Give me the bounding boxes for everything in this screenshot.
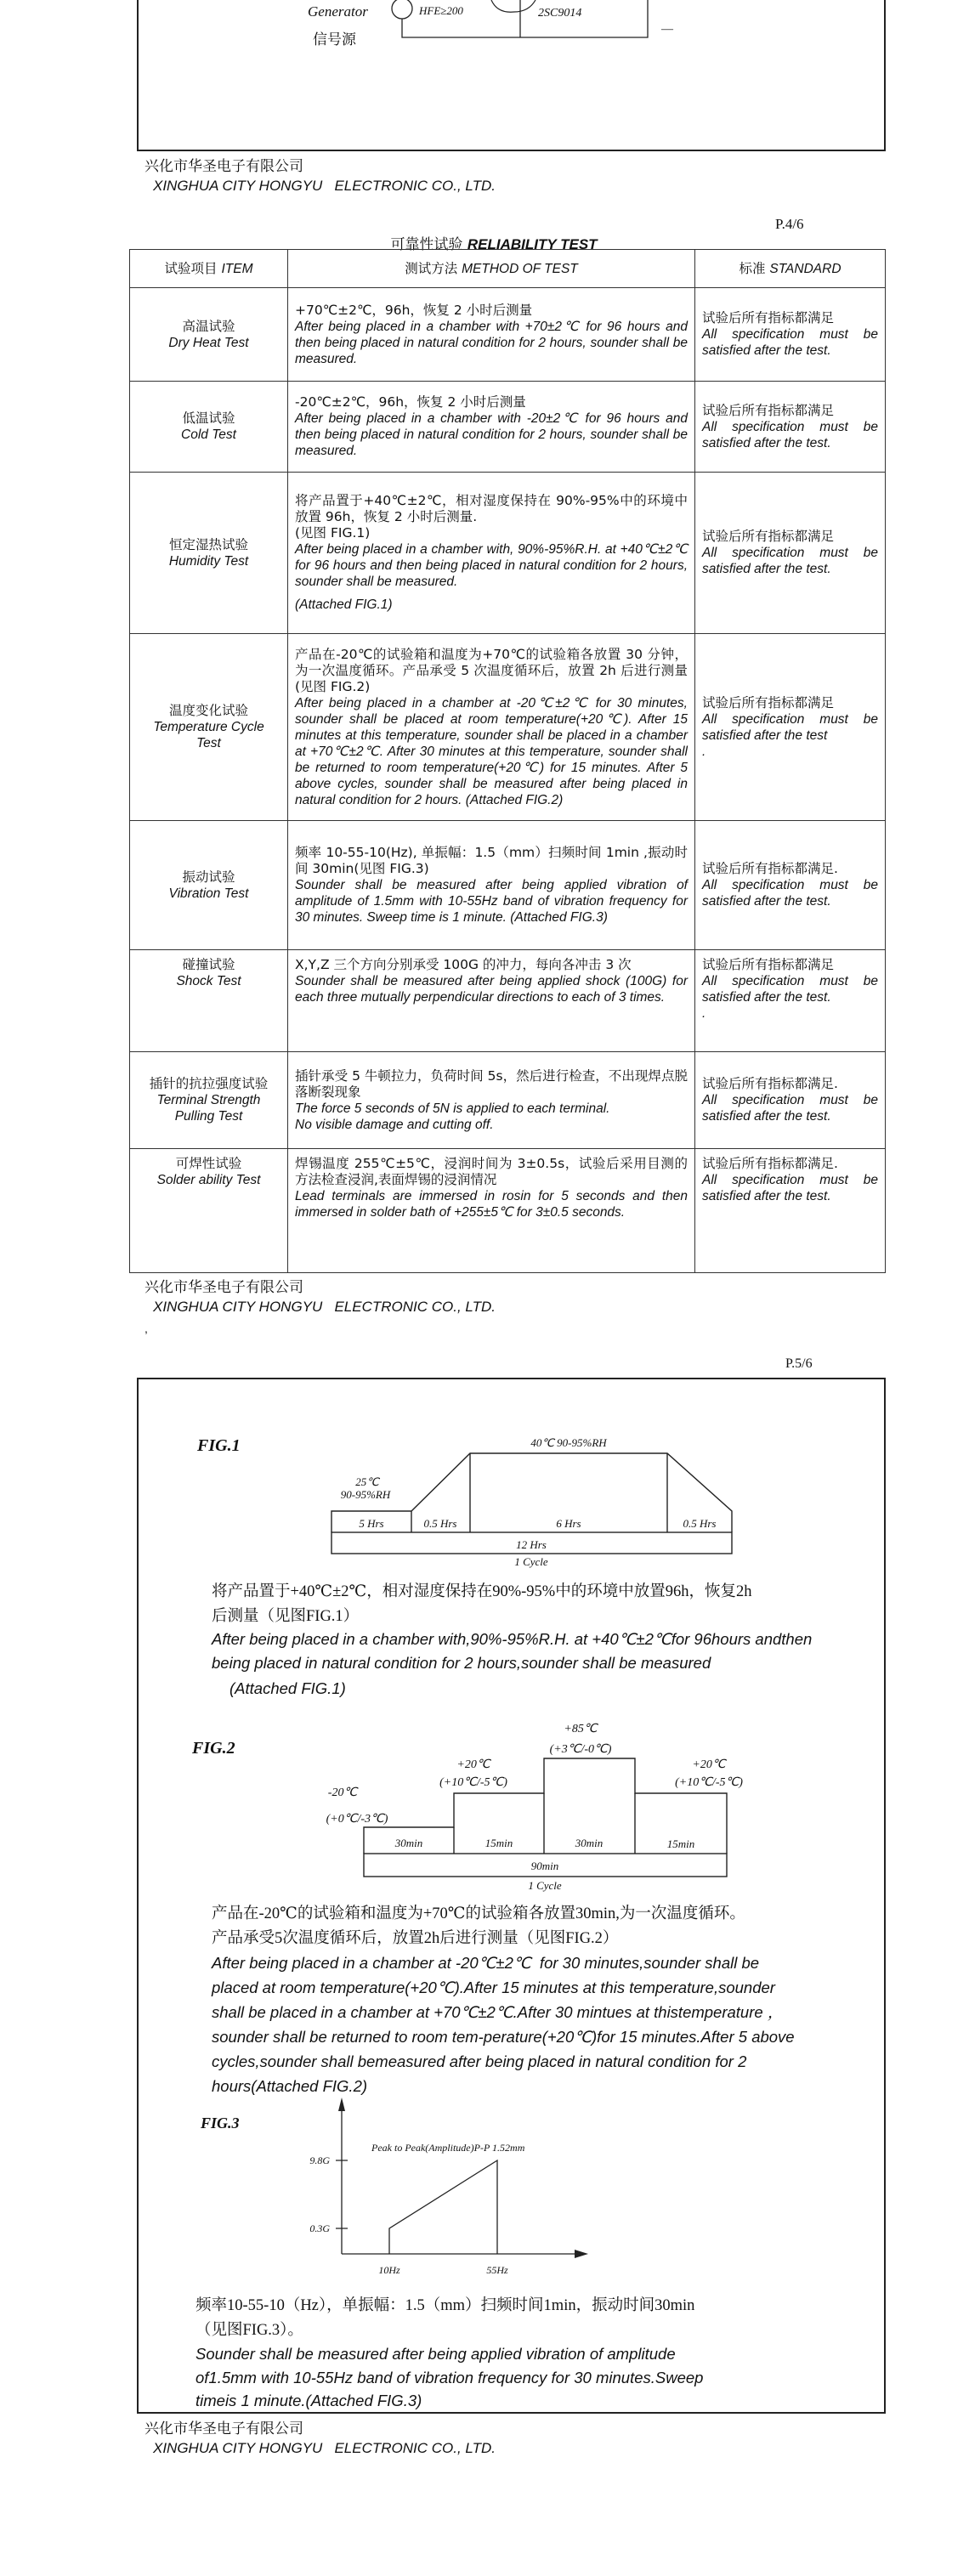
company-name-en: XINGHUA CITY HONGYU ELECTRONIC CO., LTD. xyxy=(153,2440,496,2456)
fig1-low-rh-label: 90-95%RH xyxy=(340,1488,391,1501)
fig1-cycle-label: 1 Cycle xyxy=(514,1555,548,1568)
fig2-time-label: 30min xyxy=(394,1837,423,1849)
hfe-label: HFE≥200 xyxy=(419,4,463,17)
header-item-cn: 试验项目 xyxy=(164,260,222,276)
fig2-text-line: After being placed in a chamber at -20℃±2℃ for 30 minutes,sounder shall be xyxy=(212,1954,760,1972)
company-name-cn: 兴化市华圣电子有限公司 xyxy=(144,1279,303,1296)
fig1-segment-label: 0.5 Hrs xyxy=(423,1517,457,1530)
fig3-x-tick-label: 55Hz xyxy=(486,2264,508,2276)
fig2-total-label: 90min xyxy=(530,1860,559,1872)
method-paragraph: After being placed in a chamber with +70±2℃ for 96 hours and then being placed in natural condition for 2 hours, sounder shall be measured. xyxy=(295,319,688,366)
method-paragraph: The force 5 seconds of 5N is applied to each terminal. xyxy=(295,1101,610,1116)
item-name-en: Dry Heat Test xyxy=(168,335,249,350)
company-name-cn: 兴化市华圣电子有限公司 xyxy=(144,158,303,175)
method-paragraph: 焊锡温度 255℃±5℃，浸润时间为 3±0.5s，试验后采用目测的方法检查浸润,表面焊锡的浸润情况 xyxy=(295,1156,688,1187)
method-paragraph: No visible damage and cutting off. xyxy=(295,1117,494,1132)
header-method-en: METHOD OF TEST xyxy=(462,261,578,276)
page-number: P.5/6 xyxy=(785,1356,813,1371)
method-paragraph: 产品在-20℃的试验箱和温度为+70℃的试验箱各放置 30 分钟，为一次温度循环。产品承受 5 次温度循环后，放置 2h 后进行测量(见图 FIG.2) xyxy=(295,646,688,694)
fig2-temp-label: -20℃ xyxy=(327,1786,358,1799)
fig1-segment-label: 5 Hrs xyxy=(359,1517,384,1530)
fig3-text-line: of1.5mm with 10-55Hz band of vibration frequency for 30 minutes.Sweep xyxy=(196,2369,704,2386)
fig2-time-label: 15min xyxy=(666,1837,695,1850)
method-paragraph: Lead terminals are immersed in rosin for 5 seconds and then immersed in solder bath of +255±5℃ for 3±0.5 seconds. xyxy=(295,1189,688,1220)
method-paragraph: After being placed in a chamber with, 90%-95%R.H. at +40℃±2℃ for 96 hours and then being placed in natural condition for 2 hours, sounder shall be measured. xyxy=(295,542,688,589)
fig2-dividers xyxy=(454,1793,635,1854)
fig3-text-line: 频率10-55-10（Hz），单振幅：1.5（mm）扫频时间1min，振动时间30min xyxy=(196,2297,695,2314)
fig3-y-tick-label: 9.8G xyxy=(309,2154,330,2166)
method-paragraph: After being placed in a chamber at -20℃±2℃ for 30 minutes, sounder shall be placed at room temperature(+20℃). After 15 minutes at this temperature, sounder shall be placed in a chamber at +70℃±2℃. After 30 minutes at this temperature, sounder shall be returned to room temperature(+20℃) for 15 minutes. After 5 above cycles, sounder shall be measured after being placed in natural condition for 2 hours. (Attached FIG.2) xyxy=(295,695,688,807)
fig3-x-tick-label: 10Hz xyxy=(378,2264,400,2276)
minus-terminal: — xyxy=(661,23,673,36)
header-standard-cn: 标准 xyxy=(739,260,770,276)
fig3-text-line: （见图FIG.3）。 xyxy=(196,2322,303,2339)
method-paragraph: +70℃±2℃，96h，恢复 2 小时后测量 xyxy=(295,302,533,318)
stray-mark: , xyxy=(144,1322,148,1335)
item-name-en: Cold Test xyxy=(181,427,236,442)
fig2-text-line: sounder shall be returned to room tem-perature(+20℃)for 15 minutes.After 5 above xyxy=(212,2028,795,2046)
standard-text: 试验后所有指标都满足 xyxy=(702,310,835,326)
fig3-text-line: timeis 1 minute.(Attached FIG.3) xyxy=(196,2392,422,2409)
fig3-vibration-profile xyxy=(336,2106,578,2254)
fig1-text-line: being placed in natural condition for 2 hours,sounder shall be measured xyxy=(212,1654,711,1672)
standard-text: . xyxy=(702,1006,706,1021)
standard-text: 试验后所有指标都满足. xyxy=(702,1076,838,1091)
method-paragraph: Sounder shall be measured after being applied shock (100G) for each three mutually perpendicular directions to each of 3 times. xyxy=(295,974,688,1005)
fig2-text-line: 产品在-20℃的试验箱和温度为+70℃的试验箱各放置30min,为一次温度循环。 xyxy=(212,1905,745,1922)
item-name-cn: 高温试验 xyxy=(182,318,235,334)
standard-text: 试验后所有指标都满足 xyxy=(702,402,835,418)
generator-label-cn: 信号源 xyxy=(313,31,356,48)
fig2-label: FIG.2 xyxy=(192,1739,235,1758)
fig2-temp-label: +20℃ xyxy=(456,1758,490,1771)
company-name-en: XINGHUA CITY HONGYU ELECTRONIC CO., LTD. xyxy=(153,178,496,194)
fig2-tol-label: (+10℃/-5℃) xyxy=(439,1776,507,1789)
method-paragraph: After being placed in a chamber with -20±2℃ for 96 hours and then being placed in natural condition for 2 hours, sounder shall be measured. xyxy=(295,411,688,458)
item-name-en: Temperature Cycle xyxy=(153,720,264,734)
item-name-cn: 振动试验 xyxy=(182,869,235,885)
method-paragraph: 插针承受 5 牛顿拉力，负荷时间 5s，然后进行检查，不出现焊点脱落断裂现象 xyxy=(295,1067,688,1100)
item-name-cn: 可焊性试验 xyxy=(175,1156,242,1171)
fig2-text-line: 产品承受5次温度循环后，放置2h后进行测量（见图FIG.2） xyxy=(212,1930,619,1947)
item-name-cn: 插针的抗拉强度试验 xyxy=(149,1076,269,1091)
item-name-en: Shock Test xyxy=(176,974,241,988)
standard-text: All specification must be satisfied after the test. xyxy=(702,1093,878,1124)
fig2-text-line: shall be placed in a chamber at +70℃±2℃.After 30 mintues at thistemperature ， xyxy=(212,2003,784,2021)
fig3-text-line: Sounder shall be measured after being applied vibration of amplitude xyxy=(196,2345,676,2363)
transistor-label: 2SC9014 xyxy=(538,7,582,20)
fig1-low-temp-label: 25℃ xyxy=(355,1475,379,1488)
page-title-en: RELIABILITY TEST xyxy=(467,236,598,252)
fig2-time-label: 30min xyxy=(575,1837,604,1849)
method-paragraph: X,Y,Z 三个方向分别承受 100G 的冲力，每向各冲击 3 次 xyxy=(295,957,632,972)
fig2-text-line: hours(Attached FIG.2) xyxy=(212,2077,368,2095)
method-paragraph: (见图 FIG.1) xyxy=(295,525,371,541)
fig2-text-line: placed at room temperature(+20℃).After 15 minutes at this temperature,sounder xyxy=(212,1979,775,1996)
standard-text: All specification must be satisfied after the test. xyxy=(702,1173,878,1203)
header-item-en: ITEM xyxy=(221,261,253,276)
fig2-tol-label: (+0℃/-3℃) xyxy=(326,1813,388,1826)
fig1-label: FIG.1 xyxy=(197,1436,241,1455)
fig3-y-arrow-icon xyxy=(338,2098,345,2111)
fig2-temp-label: +85℃ xyxy=(564,1723,598,1735)
fig2-cycle-label: 1 Cycle xyxy=(528,1879,562,1892)
standard-text: All specification must be satisfied after the test. xyxy=(702,419,878,450)
fig3-x-arrow-icon xyxy=(575,2250,588,2258)
standard-text: All specification must be satisfied after the test. xyxy=(702,974,878,1005)
fig3-amplitude-line xyxy=(389,2160,497,2254)
fig1-profile-line xyxy=(332,1453,732,1532)
page-number: P.4/6 xyxy=(775,216,804,232)
fig3-y-tick-label: 0.3G xyxy=(309,2222,330,2234)
item-name-cn: 恒定湿热试验 xyxy=(168,536,248,552)
fig1-text-line: 后测量（见图FIG.1） xyxy=(212,1608,360,1625)
company-name-cn: 兴化市华圣电子有限公司 xyxy=(144,2420,303,2437)
header-method-cn: 测试方法 xyxy=(405,260,462,276)
method-paragraph: 将产品置于+40℃±2℃，相对湿度保持在 90%-95%中的环境中放置 96h，恢复 2 小时后测量. xyxy=(295,493,688,524)
method-paragraph: -20℃±2℃，96h，恢复 2 小时后测量 xyxy=(295,394,526,410)
fig2-tol-label: (+3℃/-0℃) xyxy=(549,1743,612,1756)
header-standard-en: STANDARD xyxy=(769,261,842,276)
standard-text: 试验后所有指标都满足 xyxy=(702,529,835,544)
fig2-time-label: 15min xyxy=(484,1837,513,1849)
standard-text: 试验后所有指标都满足 xyxy=(702,694,835,711)
item-name-cn: 低温试验 xyxy=(182,410,235,426)
standard-text: All specification must be satisfied after the test. xyxy=(702,546,878,576)
fig3-label: FIG.3 xyxy=(201,2115,240,2132)
item-name-en: Humidity Test xyxy=(168,553,249,569)
fig1-high-label: 40℃ 90-95%RH xyxy=(530,1436,607,1449)
item-name-en: Pulling Test xyxy=(174,1109,243,1124)
method-paragraph: Sounder shall be measured after being applied vibration of amplitude of 1.5mm with 10-55Hz band of vibration frequency for 30 minutes. Sweep time is 1 minute. (Attached FIG.3) xyxy=(295,878,688,925)
fig2-text-line: cycles,sounder shall bemeasured after being placed in natural condition for 2 xyxy=(212,2052,747,2070)
standard-text: 试验后所有指标都满足 xyxy=(702,957,835,972)
item-name-en: Terminal Strength xyxy=(156,1093,261,1107)
standard-text: 试验后所有指标都满足. xyxy=(702,861,838,876)
item-name-cn: 碰撞试验 xyxy=(182,957,235,972)
item-name-en: Test xyxy=(196,736,221,750)
standard-text: 试验后所有指标都满足. xyxy=(702,1156,838,1171)
company-name-en: XINGHUA CITY HONGYU ELECTRONIC CO., LTD. xyxy=(153,1299,496,1315)
item-name-cn: 温度变化试验 xyxy=(168,703,248,718)
fig1-text-line: (Attached FIG.1) xyxy=(230,1679,346,1697)
fig3-annotation: Peak to Peak(Amplitude)P-P 1.52mm xyxy=(371,2142,525,2154)
item-name-en: Solder ability Test xyxy=(156,1173,261,1187)
generator-label: Generator xyxy=(308,3,368,20)
standard-text: All specification must be satisfied after the test. xyxy=(702,878,878,909)
fig1-segment-label: 6 Hrs xyxy=(556,1517,581,1530)
page-title-cn: 可靠性试验 xyxy=(390,236,468,253)
fig1-segment-label: 0.5 Hrs xyxy=(683,1517,717,1530)
item-name-en: Vibration Test xyxy=(168,886,249,901)
standard-text: All specification must be satisfied after the test xyxy=(702,711,878,743)
standard-text: All specification must be satisfied after the test. xyxy=(702,327,878,358)
method-paragraph: 频率 10-55-10(Hz), 单振幅：1.5（mm）扫频时间 1min ,振动时间 30min(见图 FIG.3) xyxy=(295,845,688,876)
standard-text: . xyxy=(702,744,706,759)
fig1-text-line: After being placed in a chamber with,90%-95%R.H. at +40℃±2℃for 96hours andthen xyxy=(212,1630,813,1648)
fig2-tol-label: (+10℃/-5℃) xyxy=(675,1776,743,1789)
fig1-text-line: 将产品置于+40℃±2℃，相对湿度保持在90%-95%中的环境中放置96h，恢复2h xyxy=(212,1583,752,1600)
fig2-temp-label: +20℃ xyxy=(692,1758,726,1771)
method-paragraph: (Attached FIG.1) xyxy=(295,597,393,612)
fig1-total-label: 12 Hrs xyxy=(516,1538,547,1551)
